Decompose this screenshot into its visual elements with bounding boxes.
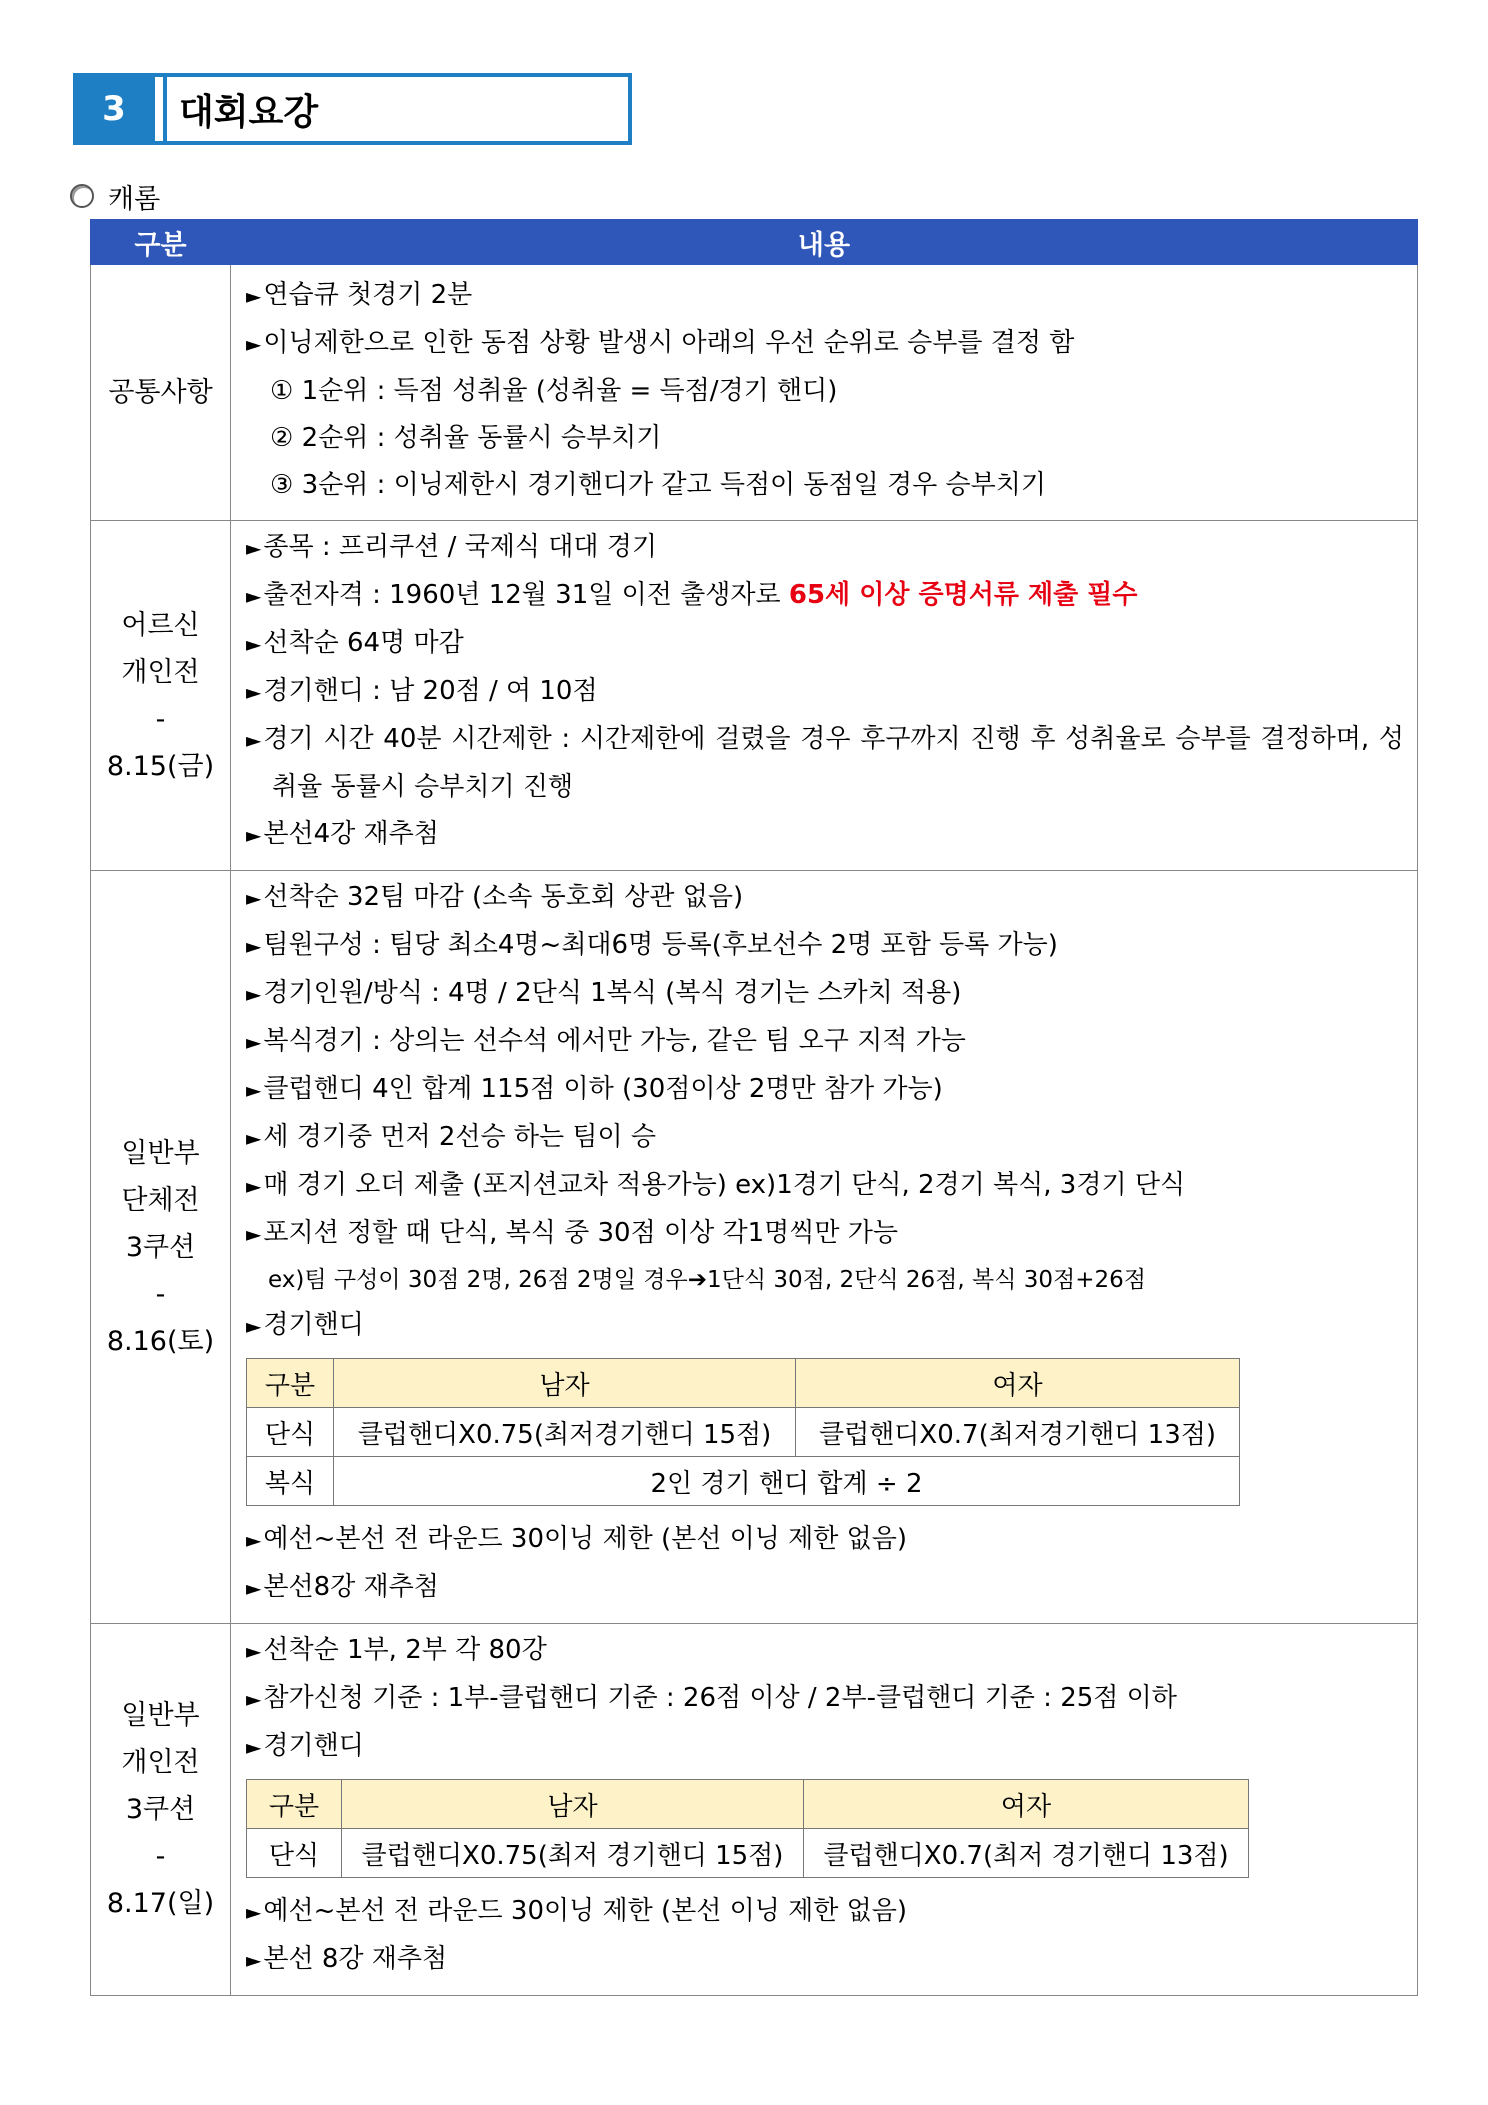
list-item: ►경기 시간 40분 시간제한 : 시간제한에 걸렸을 경우 후구까지 진행 후 성취율로 승부를 결정하며, 성취율 동률시 승부치기 진행 xyxy=(246,716,1404,811)
section-number: 3 xyxy=(73,73,155,145)
rules-table xyxy=(90,219,1418,1996)
section-header xyxy=(73,73,632,145)
list-item: ►출전자격 : 1960년 12월 31일 이전 출생자로 65세 이상 증명서류 제출 필수 xyxy=(246,572,1404,620)
list-item: ►세 경기중 먼저 2선승 하는 팀이 승 xyxy=(246,1114,1404,1162)
pointer-icon: ► xyxy=(246,1126,262,1150)
list-item: ►선착순 1부, 2부 각 80강 xyxy=(246,1627,1404,1675)
handicap-header-row xyxy=(247,1359,1240,1408)
category-common: 공통사항 xyxy=(91,265,231,521)
table-row: 단식 클럽핸디X0.75(최저경기핸디 15점) 클럽핸디X0.7(최저경기핸디 13점) xyxy=(247,1408,1240,1457)
right-arrow-icon: ➔ xyxy=(687,1267,707,1293)
rank-item: ① 1순위 : 득점 성취율 (성취율 = 득점/경기 핸디) xyxy=(270,376,838,406)
handicap-header: 여자 xyxy=(804,1780,1249,1829)
section-title: 대회요강 xyxy=(163,77,318,141)
row-senior xyxy=(91,521,1418,871)
list-item: ►경기인원/방식 : 4명 / 2단식 1복식 (복식 경기는 스카치 적용) xyxy=(246,970,1404,1018)
row-individual xyxy=(91,1624,1418,1996)
list-item: ►클럽핸디 4인 합계 115점 이하 (30점이상 2명만 참가 가능) xyxy=(246,1066,1404,1114)
list-item: ►경기핸디 xyxy=(246,1302,1404,1350)
category-team: 일반부 단체전 3쿠션 - 8.16(토) xyxy=(91,871,231,1624)
content-common xyxy=(231,265,1418,521)
individual-handicap-table xyxy=(246,1779,1249,1878)
category-individual: 일반부 개인전 3쿠션 - 8.17(일) xyxy=(91,1624,231,1996)
table-row: 복식 2인 경기 핸디 합계 ÷ 2 xyxy=(247,1457,1240,1506)
pointer-icon: ► xyxy=(246,1948,262,1972)
pointer-icon: ► xyxy=(246,1222,262,1246)
carom-heading-text: 캐롬 xyxy=(108,183,161,215)
header-category: 구분 xyxy=(91,220,231,265)
category-senior: 어르신 개인전 - 8.15(금) xyxy=(91,521,231,871)
list-item: ►매 경기 오더 제출 (포지션교차 적용가능) ex)1경기 단식, 2경기 복식, 3경기 단식 xyxy=(246,1162,1404,1210)
example-line: ex)팀 구성이 30점 2명, 26점 2명일 경우➔1단식 30점, 2단식 26점, 복식 30점+26점 xyxy=(268,1267,1146,1293)
list-item: ►경기핸디 xyxy=(246,1723,1404,1771)
pointer-icon: ► xyxy=(246,1639,262,1663)
list-item: ►경기핸디 : 남 20점 / 여 10점 xyxy=(246,668,1404,716)
handicap-header: 남자 xyxy=(342,1780,804,1829)
handicap-header: 여자 xyxy=(796,1359,1240,1408)
circle-bullet-icon xyxy=(70,184,94,208)
pointer-icon: ► xyxy=(246,728,262,752)
list-item: ►예선~본선 전 라운드 30이닝 제한 (본선 이닝 제한 없음) xyxy=(246,1888,1404,1936)
team-handicap-table xyxy=(246,1358,1240,1506)
list-item: ►선착순 64명 마감 xyxy=(246,620,1404,668)
pointer-icon: ► xyxy=(246,1735,262,1759)
handicap-header: 남자 xyxy=(334,1359,796,1408)
list-item: ►복식경기 : 상의는 선수석 에서만 가능, 같은 팀 오구 지적 가능 xyxy=(246,1018,1404,1066)
pointer-icon: ► xyxy=(246,1174,262,1198)
handicap-header: 구분 xyxy=(247,1780,342,1829)
pointer-icon: ► xyxy=(246,886,262,910)
handicap-header-row xyxy=(247,1780,1249,1829)
pointer-icon: ► xyxy=(246,584,262,608)
rank-item: ② 2순위 : 성취율 동률시 승부치기 xyxy=(270,423,662,453)
pointer-icon: ► xyxy=(246,934,262,958)
pointer-icon: ► xyxy=(246,1900,262,1924)
section-title-box xyxy=(155,73,632,145)
pointer-icon: ► xyxy=(246,1030,262,1054)
list-item: ►종목 : 프리쿠션 / 국제식 대대 경기 xyxy=(246,524,1404,572)
content-senior xyxy=(231,521,1418,871)
pointer-icon: ► xyxy=(246,982,262,1006)
list-item: ►이닝제한으로 인한 동점 상황 발생시 아래의 우선 순위로 승부를 결정 함 xyxy=(246,320,1404,368)
required-proof-highlight: 65세 이상 증명서류 제출 필수 xyxy=(788,580,1138,610)
list-item: ►포지션 정할 때 단식, 복식 중 30점 이상 각1명씩만 가능 xyxy=(246,1210,1404,1258)
pointer-icon: ► xyxy=(246,536,262,560)
pointer-icon: ► xyxy=(246,1576,262,1600)
list-item: ►참가신청 기준 : 1부-클럽핸디 기준 : 26점 이상 / 2부-클럽핸디 기준 : 25점 이하 xyxy=(246,1675,1404,1723)
pointer-icon: ► xyxy=(246,823,262,847)
rank-item: ③ 3순위 : 이닝제한시 경기핸디가 같고 득점이 동점일 경우 승부치기 xyxy=(270,470,1047,500)
pointer-icon: ► xyxy=(246,1078,262,1102)
list-item: ►팀원구성 : 팀당 최소4명~최대6명 등록(후보선수 2명 포함 등록 가능) xyxy=(246,922,1404,970)
pointer-icon: ► xyxy=(246,632,262,656)
pointer-icon: ► xyxy=(246,332,262,356)
pointer-icon: ► xyxy=(246,1314,262,1338)
list-item: ►연습큐 첫경기 2분 xyxy=(246,272,1404,320)
pointer-icon: ► xyxy=(246,680,262,704)
content-team xyxy=(231,871,1418,1624)
content-individual xyxy=(231,1624,1418,1996)
pointer-icon: ► xyxy=(246,1687,262,1711)
list-item: ►본선 8강 재추첨 xyxy=(246,1936,1404,1984)
carom-heading xyxy=(70,178,160,214)
rules-table-header xyxy=(91,220,1418,265)
row-common xyxy=(91,265,1418,521)
list-item: ►예선~본선 전 라운드 30이닝 제한 (본선 이닝 제한 없음) xyxy=(246,1516,1404,1564)
list-item: ►본선8강 재추첨 xyxy=(246,1564,1404,1612)
pointer-icon: ► xyxy=(246,1528,262,1552)
list-item: ►본선4강 재추첨 xyxy=(246,811,1404,859)
list-item: ►선착순 32팀 마감 (소속 동호회 상관 없음) xyxy=(246,874,1404,922)
header-content: 내용 xyxy=(231,220,1418,265)
row-team xyxy=(91,871,1418,1624)
handicap-header: 구분 xyxy=(247,1359,334,1408)
table-row: 단식 클럽핸디X0.75(최저 경기핸디 15점) 클럽핸디X0.7(최저 경기핸디 13점) xyxy=(247,1829,1249,1878)
pointer-icon: ► xyxy=(246,284,262,308)
